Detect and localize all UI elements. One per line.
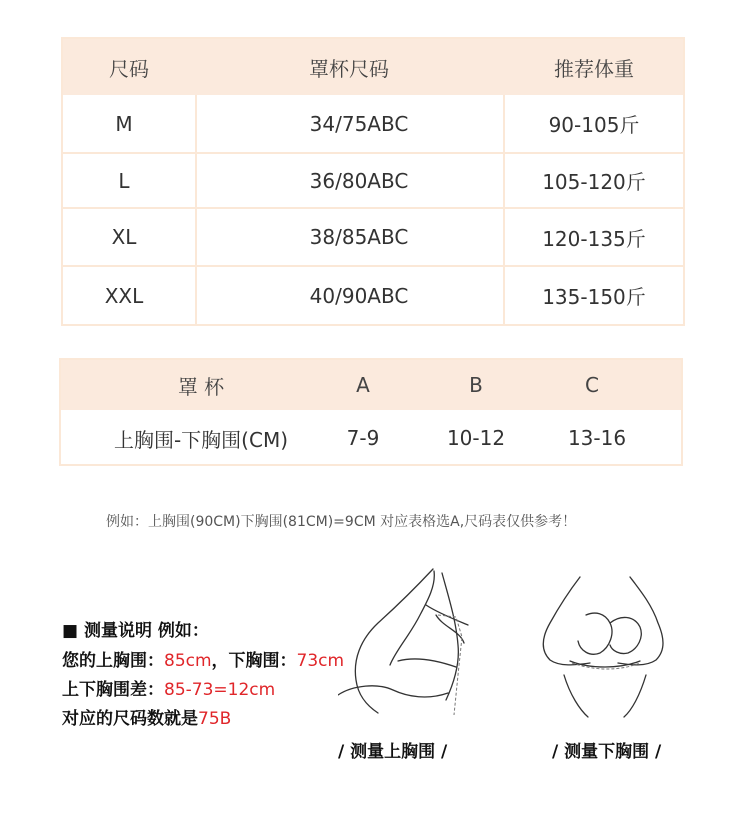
table-row xyxy=(63,207,683,265)
table-row xyxy=(63,265,683,324)
difference-value: 85-73=12cm xyxy=(164,680,276,700)
upper-bust-caption: / 测量上胸围 / xyxy=(338,742,448,762)
cup-size-cell: 34/75ABC xyxy=(309,111,409,136)
upper-bust-illustration xyxy=(338,565,478,725)
weight-cell: 120-135斤 xyxy=(542,226,646,251)
instructions-line-1 xyxy=(62,646,344,671)
instructions-title: ■ 测量说明 例如： xyxy=(62,621,209,641)
header-cup-c: C xyxy=(585,373,599,397)
under-bust-caption: / 测量下胸围 / xyxy=(552,742,662,762)
difference-label: 上下胸围差： xyxy=(62,680,164,700)
size-cell: M xyxy=(115,111,133,136)
under-bust-illustration xyxy=(540,575,670,720)
table-row xyxy=(61,410,681,466)
upper-bust-value: 85cm xyxy=(164,651,212,671)
header-cup: 罩 杯 xyxy=(177,374,225,399)
table-row xyxy=(63,152,683,207)
cup-size-cell: 38/85ABC xyxy=(309,225,409,249)
result-value: 75B xyxy=(198,709,232,729)
table-row xyxy=(63,95,683,152)
weight-cell: 90-105斤 xyxy=(548,113,640,137)
size-table-header xyxy=(63,39,683,95)
cup-a-range: 7-9 xyxy=(346,426,380,450)
instructions-line-3 xyxy=(62,704,231,729)
instructions-line-2 xyxy=(62,675,275,700)
cup-b-range: 10-12 xyxy=(446,426,506,450)
header-cup-size: 罩杯尺码 xyxy=(309,56,389,81)
measure-label: 上胸围-下胸围(CM) xyxy=(113,427,289,452)
header-weight: 推荐体重 xyxy=(554,56,634,81)
cup-table xyxy=(59,358,683,466)
result-label: 对应的尺码数就是 xyxy=(62,709,198,729)
size-table xyxy=(61,37,685,326)
size-cell: XXL xyxy=(104,283,144,308)
example-note: 例如：上胸围(90CM)下胸围(81CM)=9CM 对应表格选A,尺码表仅供参考！ xyxy=(106,514,577,530)
size-cell: L xyxy=(118,168,130,193)
cup-c-range: 13-16 xyxy=(567,426,627,450)
weight-cell: 105-120斤 xyxy=(542,170,646,194)
size-cell: XL xyxy=(111,225,137,249)
upper-bust-label: 您的上胸围： xyxy=(62,651,164,671)
cup-size-cell: 40/90ABC xyxy=(309,283,409,308)
cup-size-cell: 36/80ABC xyxy=(309,168,409,193)
cup-table-header xyxy=(61,360,681,410)
under-bust-label: ，下胸围： xyxy=(211,651,297,671)
header-cup-a: A xyxy=(356,373,370,397)
under-bust-value: 73cm xyxy=(296,651,345,671)
weight-cell: 135-150斤 xyxy=(542,285,646,309)
header-cup-b: B xyxy=(469,373,483,397)
header-size: 尺码 xyxy=(109,56,149,81)
